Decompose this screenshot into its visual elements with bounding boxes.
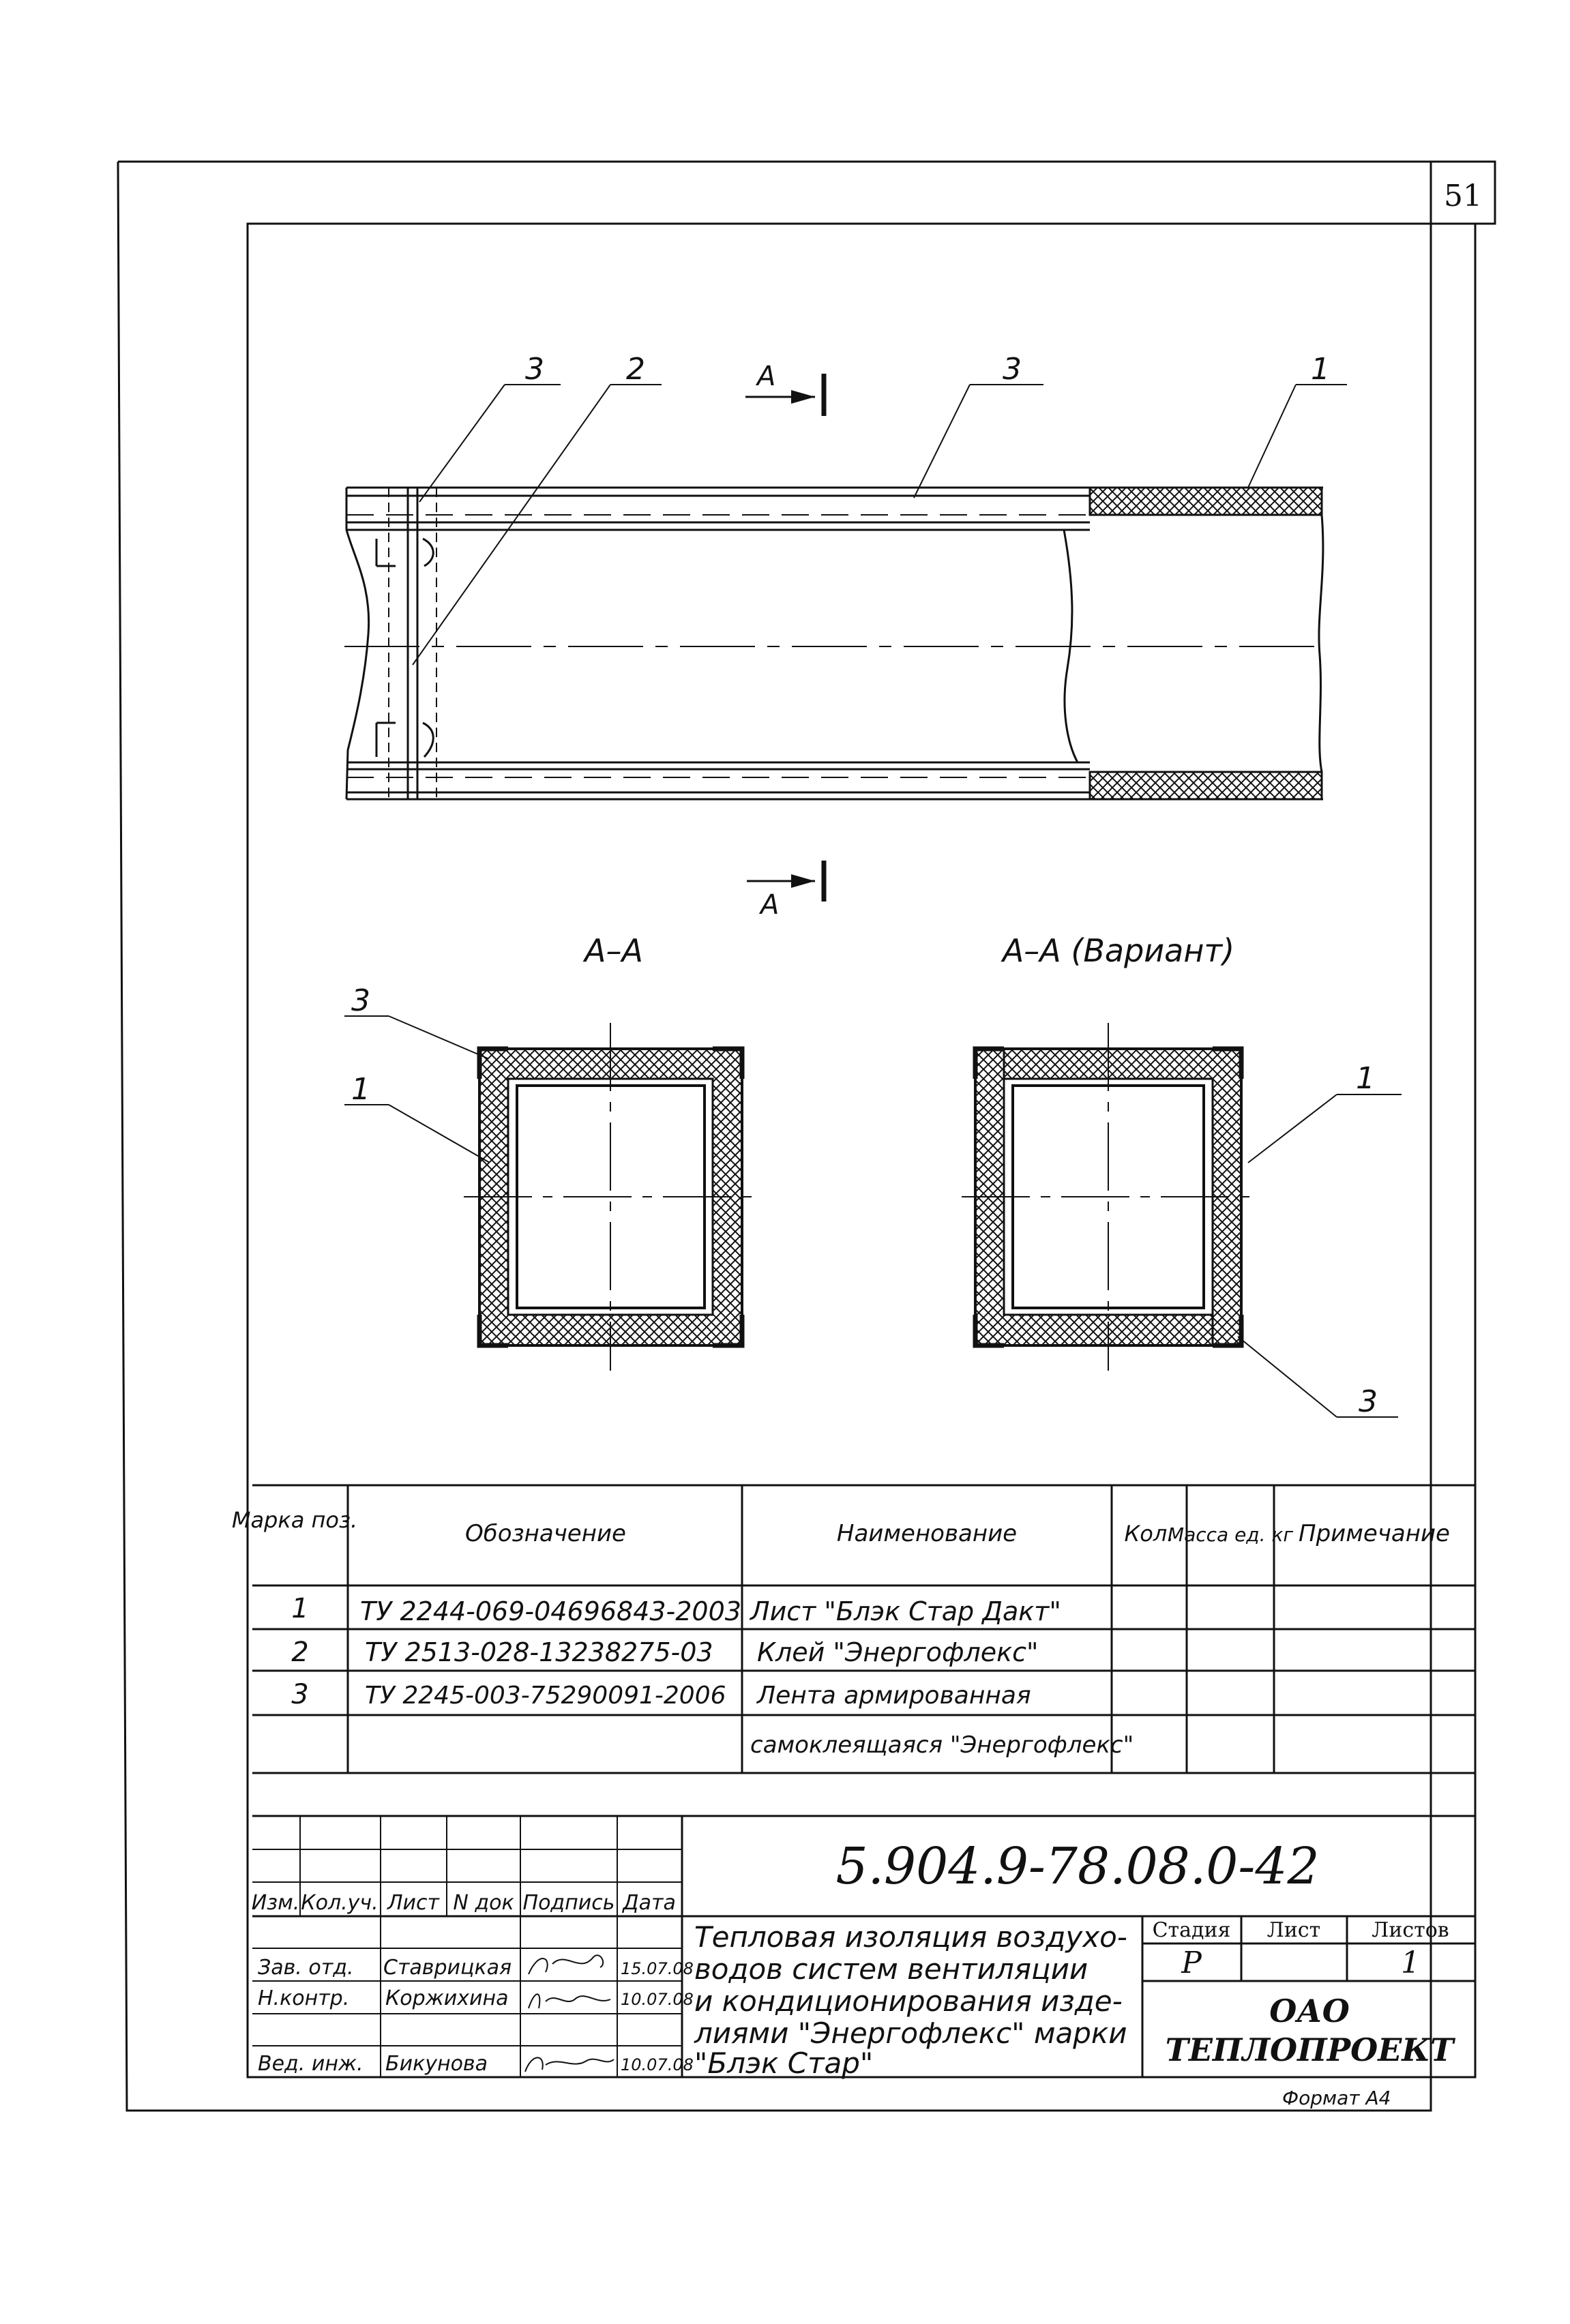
signer-1-date: 15.07.08 [621,1959,694,1978]
insulation-bottom-hatch [1090,772,1322,799]
signer-1-signature [529,1955,603,1974]
section-left-callout-bottom-label: 1 [351,1072,370,1107]
spec-header-designation: Обозначение [465,1520,626,1547]
callout-3-label: 3 [1003,352,1022,387]
section-marker-bottom-label: А [760,889,780,921]
spec-header-mark [232,1507,357,1533]
section-left-callout-top [344,1016,488,1058]
org-line-1: ОАО [1269,1993,1350,2029]
duct-side-view [344,488,1327,799]
rev-header-ndoc: N док [453,1891,514,1915]
callout-2-label: 2 [626,352,645,387]
spec-row-4 [750,1731,1134,1759]
revision-headers [252,1891,676,1915]
spec-row-2-designation: ТУ 2513-028-13238275-03 [365,1637,713,1667]
callout-3 [914,385,1043,498]
spec-row-1 [291,1593,1061,1626]
spec-row-1-name: Лист "Блэк Стар Дакт" [750,1596,1061,1626]
spec-row-3 [291,1679,1031,1710]
rev-header-list: Лист [387,1891,440,1915]
sheets-header: Листов [1372,1918,1449,1942]
format-label: Формат А4 [1282,2087,1391,2109]
signer-3-signature [525,2057,614,2072]
section-left-callout-top-label: 3 [351,983,370,1018]
title-line-2: водов систем вентиляции [694,1952,1088,1986]
callout-4 [1248,385,1347,488]
spec-header-mark-line: Марка поз. [231,1507,358,1533]
sheet-number: 51 [1444,179,1482,213]
rev-header-izm: Изм. [251,1891,300,1915]
signer-2-role: Н.контр. [258,1986,350,2010]
org-line-2: ТЕПЛОПРОЕКТ [1165,2031,1454,2068]
section-marker-top [745,361,824,416]
section-marker-top-label: А [757,361,776,392]
revision-grid [252,1816,682,2077]
title-line-5: "Блэк Стар" [694,2046,874,2080]
spec-row-4-name: самоклеящаяся "Энергофлекс" [750,1731,1134,1759]
signer-3-date: 10.07.08 [621,2055,694,2074]
spec-header-name: Наименование [836,1520,1018,1547]
sheets-value: 1 [1401,1946,1420,1980]
spec-header-qty: Кол. [1124,1521,1174,1547]
signer-3-name: Бикунова [385,2052,488,2076]
callout-1-label: 3 [525,352,544,387]
spec-row-2 [291,1637,1038,1668]
spec-row-2-mark: 2 [291,1637,309,1668]
title-line-4: лиями "Энергофлекс" марки [694,2016,1127,2050]
callout-2 [413,385,662,665]
spec-header-mass: Масса ед. кг [1167,1523,1294,1546]
signer-1-name: Ставрицкая [383,1956,512,1980]
callout-4-label: 1 [1311,352,1330,387]
signer-3-role: Вед. инж. [258,2052,364,2076]
title-line-1: Тепловая изоляция воздухо- [694,1920,1127,1954]
stage-header: Стадия [1152,1918,1231,1942]
section-right-callout-top-label: 1 [1356,1061,1375,1096]
rev-header-date: Дата [623,1891,676,1915]
section-right-title: А–А (Вариант) [1002,932,1235,969]
signer-1 [258,1955,694,1980]
spec-row-3-mark: 3 [291,1679,309,1710]
insulation-top-hatch [1090,488,1322,515]
signer-2-signature [529,1994,610,2008]
section-left [464,1023,760,1371]
sheet-header: Лист [1267,1918,1321,1942]
spec-row-2-name: Клей "Энергофлекс" [757,1637,1039,1667]
spec-row-3-designation: ТУ 2245-003-75290091-2006 [365,1682,726,1710]
spec-row-1-designation: ТУ 2244-069-04696843-2003 [360,1596,741,1626]
section-right-callout-top [1248,1094,1402,1163]
section-left-callout-bottom [344,1105,490,1163]
spec-row-1-mark: 1 [291,1593,309,1624]
stage-value: Р [1181,1946,1202,1980]
signer-2-date: 10.07.08 [621,1990,694,2009]
section-right [962,1023,1258,1371]
signer-3 [258,2052,694,2076]
rev-header-kol: Кол.уч. [301,1891,379,1915]
title-line-3: и кондиционирования изде- [694,1984,1123,2018]
spec-header-note: Примечание [1299,1520,1450,1547]
rev-header-sign: Подпись [522,1891,615,1915]
signer-1-role: Зав. отд. [258,1956,354,1980]
drawing-title [694,1920,1127,2080]
section-left-title: А–А [584,932,643,969]
signer-2 [258,1986,694,2010]
inner-frame [248,162,1495,2077]
signer-2-name: Коржихина [385,1986,509,2010]
doc-number: 5.904.9-78.08.0-42 [835,1837,1320,1896]
section-marker-bottom [747,861,824,921]
spec-row-3-name: Лента армированная [757,1682,1031,1710]
section-right-callout-bottom-label: 3 [1359,1384,1378,1419]
